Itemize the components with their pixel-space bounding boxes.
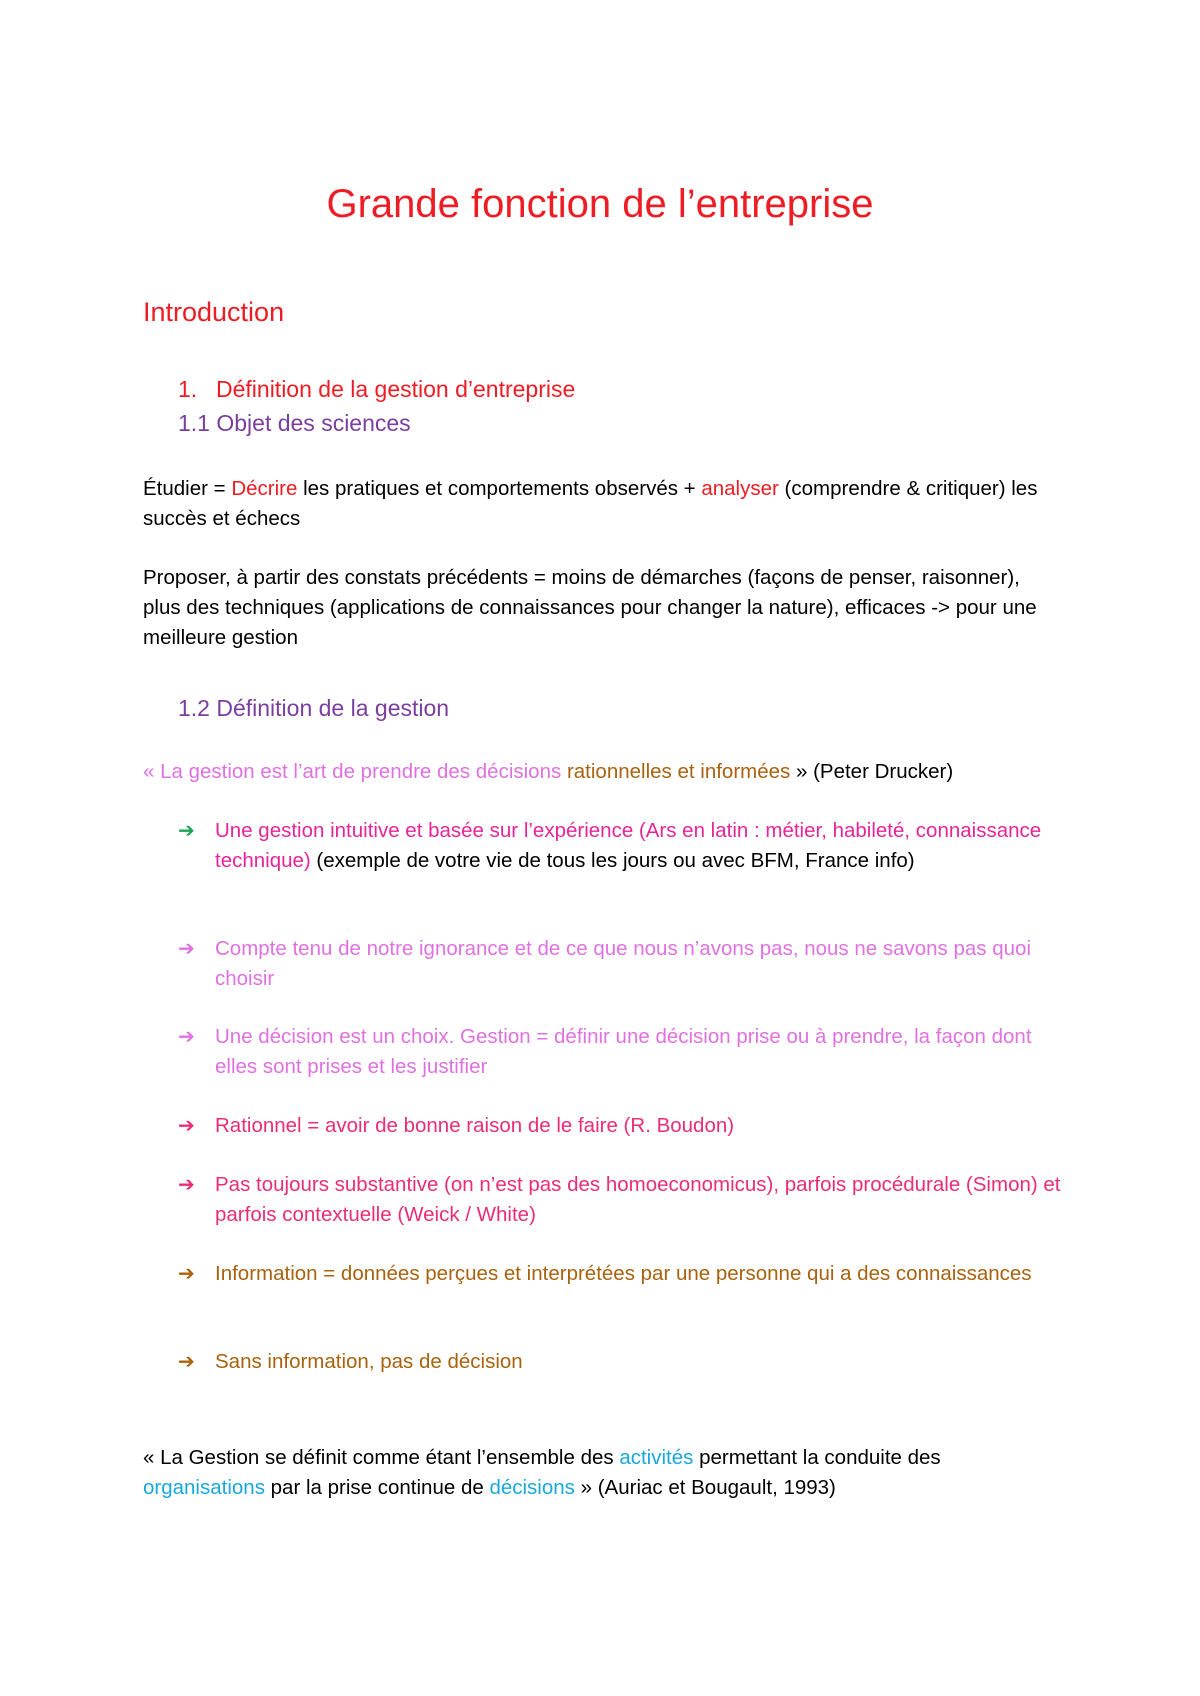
quote-text: « La Gestion se définit comme étant l’ensemble des bbox=[143, 1446, 620, 1469]
bullet-item bbox=[178, 1170, 1078, 1230]
bullet-item bbox=[178, 934, 1078, 994]
bullet-text: Rationnel = avoir de bonne raison de le faire (R. Boudon) bbox=[215, 1114, 735, 1137]
bullet-item bbox=[178, 1259, 1078, 1289]
quote-auriac bbox=[143, 1443, 1063, 1503]
paragraph-text: les pratiques et comportements observés + bbox=[297, 477, 702, 500]
bullet-text: Une décision est un choix. Gestion = définir une décision prise ou à prendre, la façon dont elles sont prises et les justifier bbox=[215, 1025, 1032, 1078]
highlight-analyser: analyser bbox=[701, 477, 779, 500]
quote-text: « La gestion est l’art de prendre des décisions bbox=[143, 760, 567, 783]
quote-highlight: rationnelles et informées bbox=[566, 760, 791, 783]
bullet-text: Sans information, pas de décision bbox=[215, 1350, 523, 1373]
arrow-right-icon: ➔ bbox=[178, 1026, 195, 1048]
section-1-2-heading: 1.2 Définition de la gestion bbox=[178, 695, 450, 721]
quote-text: par la prise continue de bbox=[264, 1476, 490, 1499]
bullet-item bbox=[178, 1022, 1078, 1082]
highlight-activites: activités bbox=[619, 1446, 694, 1469]
arrow-right-icon: ➔ bbox=[178, 1263, 195, 1285]
bullet-item bbox=[178, 816, 1078, 876]
paragraph-etudier bbox=[143, 474, 1063, 534]
paragraph-text: (comprendre & critiquer) les succès et échecs bbox=[143, 477, 1038, 530]
bullet-item bbox=[178, 1111, 1078, 1141]
bullet-text: Compte tenu de notre ignorance et de ce que nous n’avons pas, nous ne savons pas quoi choisir bbox=[215, 937, 1032, 990]
arrow-right-icon: ➔ bbox=[178, 1115, 195, 1137]
bullet-text: (exemple de votre vie de tous les jours ou avec BFM, France info) bbox=[310, 849, 915, 872]
bullet-text: Une gestion intuitive et basée sur l’expérience (Ars en latin : métier, habileté, connaissance technique) bbox=[215, 819, 1042, 872]
paragraph-proposer: Proposer, à partir des constats précédents = moins de démarches (façons de penser, raisonner), plus des techniques (applications de connaissances pour changer la nature), efficaces -> pour une meilleure gestion bbox=[143, 566, 1037, 649]
bullet-text: Information = données perçues et interprétées par une personne qui a des connaissances bbox=[215, 1262, 1032, 1285]
highlight-decrire: Décrire bbox=[231, 477, 298, 500]
section-1-1-heading: 1.1 Objet des sciences bbox=[178, 410, 411, 436]
bullet-item bbox=[178, 1347, 1078, 1377]
arrow-right-icon: ➔ bbox=[178, 820, 195, 842]
document-title: Grande fonction de l’entreprise bbox=[326, 182, 874, 226]
paragraph-text: Étudier = bbox=[143, 477, 232, 500]
quote-text: permettant la conduite des bbox=[693, 1446, 941, 1469]
arrow-right-icon: ➔ bbox=[178, 1174, 195, 1196]
section-1-number: 1. bbox=[178, 376, 198, 402]
highlight-decisions: décisions bbox=[489, 1476, 575, 1499]
highlight-organisations: organisations bbox=[143, 1476, 265, 1499]
section-1-label: Définition de la gestion d’entreprise bbox=[216, 376, 576, 402]
section-1-heading bbox=[178, 373, 575, 405]
arrow-right-icon: ➔ bbox=[178, 1351, 195, 1373]
intro-heading: Introduction bbox=[143, 297, 285, 327]
quote-drucker bbox=[143, 757, 1063, 787]
quote-attribution: » (Auriac et Bougault, 1993) bbox=[574, 1476, 836, 1499]
arrow-right-icon: ➔ bbox=[178, 938, 195, 960]
quote-attribution: » (Peter Drucker) bbox=[790, 760, 954, 783]
bullet-text: Pas toujours substantive (on n’est pas des homoeconomicus), parfois procédurale (Simon) et parfois contextuelle (Weick / White) bbox=[215, 1173, 1061, 1226]
